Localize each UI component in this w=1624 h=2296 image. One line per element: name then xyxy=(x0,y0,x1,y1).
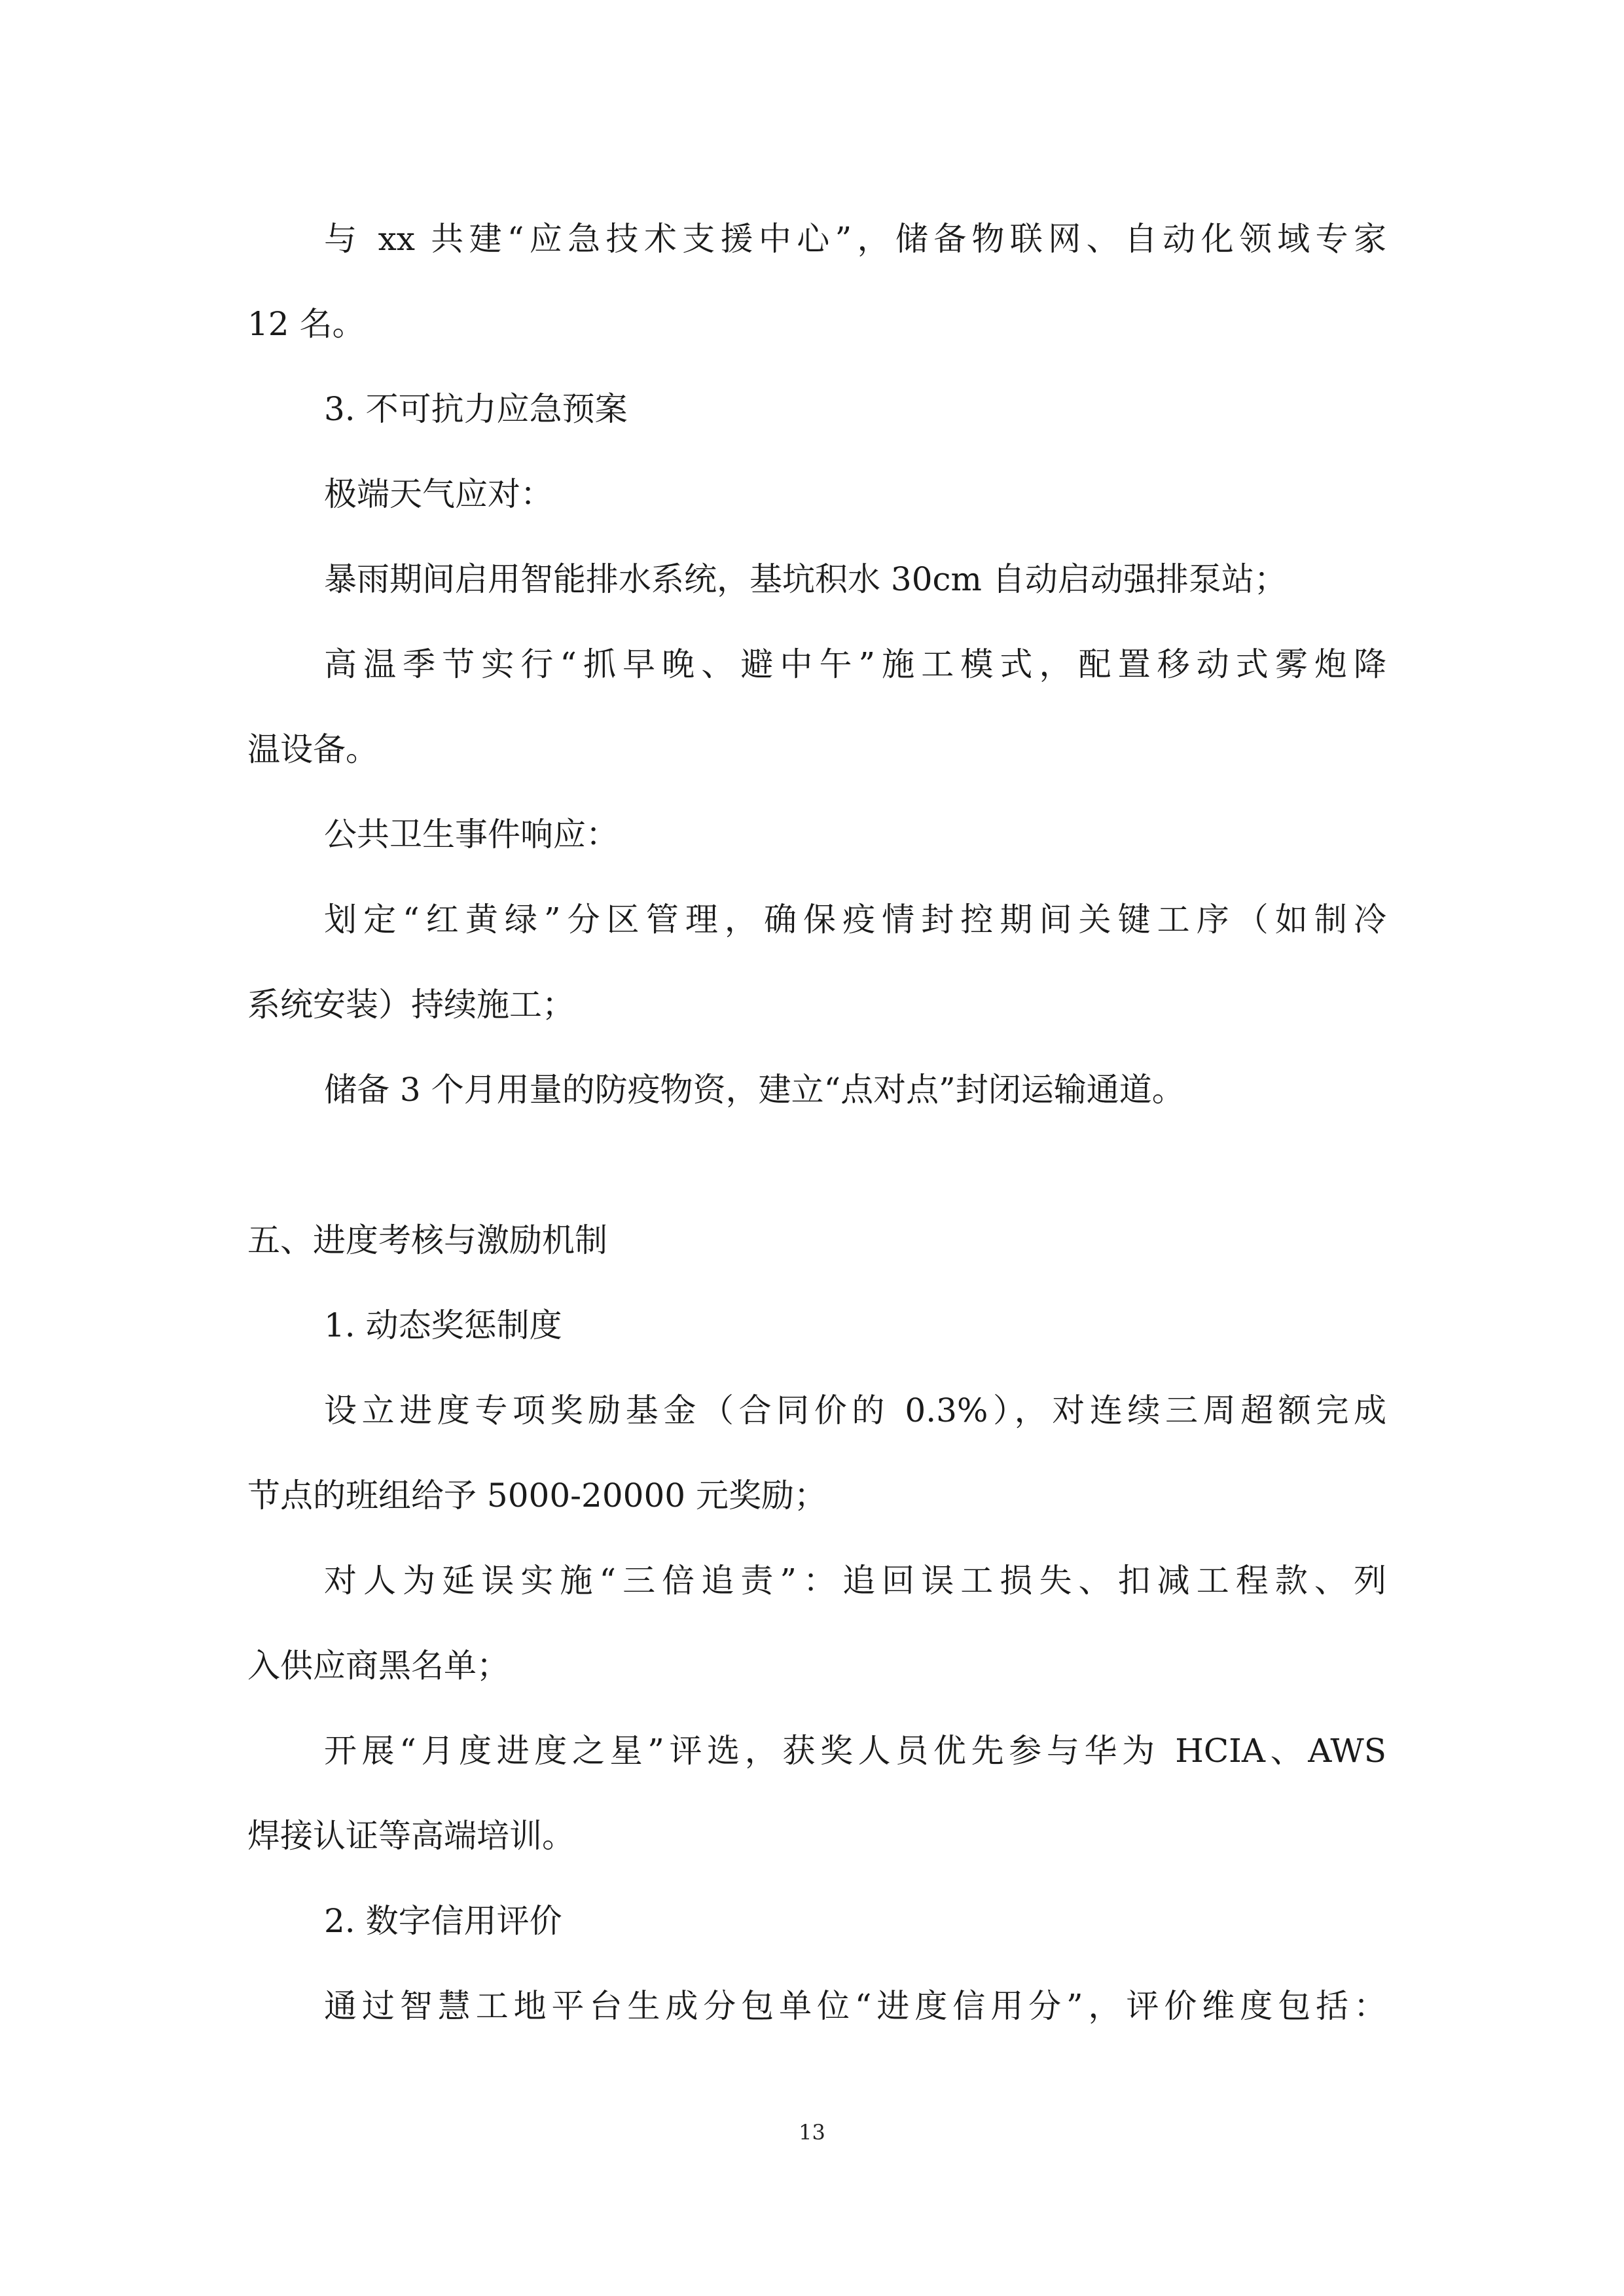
label-public-health: 公共卫生事件响应： xyxy=(324,816,619,853)
paragraph-heat-line2: 温设备。 xyxy=(247,730,378,768)
paragraph-emergency-center-line1: 与 xx 共建“应急技术支援中心”，储备物联网、自动化领域专家 xyxy=(324,220,1386,258)
paragraph-credit-score: 通过智慧工地平台生成分包单位“进度信用分”，评价维度包括： xyxy=(324,1987,1386,2025)
paragraph-accountability-line1: 对人为延误实施“三倍追责”：追回误工损失、扣减工程款、列 xyxy=(324,1562,1386,1600)
paragraph-rainstorm: 暴雨期间启用智能排水系统，基坑积水 30cm 自动启动强排泵站； xyxy=(324,560,1287,598)
paragraph-emergency-center-line2: 12 名。 xyxy=(247,305,365,343)
paragraph-heat-line1: 高温季节实行“抓早晚、避中午”施工模式，配置移动式雾炮降 xyxy=(324,645,1386,683)
paragraph-star-line1: 开展“月度进度之星”评选，获奖人员优先参与华为 HCIA、AWS xyxy=(324,1732,1386,1770)
section-heading-5: 五、进度考核与激励机制 xyxy=(247,1221,607,1259)
subheading-reward-penalty: 1. 动态奖惩制度 xyxy=(324,1306,562,1344)
paragraph-accountability-line2: 入供应商黑名单； xyxy=(247,1647,509,1685)
paragraph-zoning-line1: 划定“红黄绿”分区管理，确保疫情封控期间关键工序（如制冷 xyxy=(324,901,1386,939)
label-extreme-weather: 极端天气应对： xyxy=(324,475,553,513)
subheading-force-majeure: 3. 不可抗力应急预案 xyxy=(324,390,628,428)
page-number: 13 xyxy=(799,2120,825,2145)
paragraph-zoning-line2: 系统安装）持续施工； xyxy=(247,986,575,1024)
subheading-digital-credit: 2. 数字信用评价 xyxy=(324,1902,562,1940)
paragraph-fund-line2: 节点的班组给予 5000-20000 元奖励； xyxy=(247,1477,827,1515)
paragraph-fund-line1: 设立进度专项奖励基金（合同价的 0.3%），对连续三周超额完成 xyxy=(324,1391,1386,1429)
paragraph-supplies: 储备 3 个月用量的防疫物资，建立“点对点”封闭运输通道。 xyxy=(324,1071,1185,1109)
paragraph-star-line2: 焊接认证等高端培训。 xyxy=(247,1817,575,1855)
